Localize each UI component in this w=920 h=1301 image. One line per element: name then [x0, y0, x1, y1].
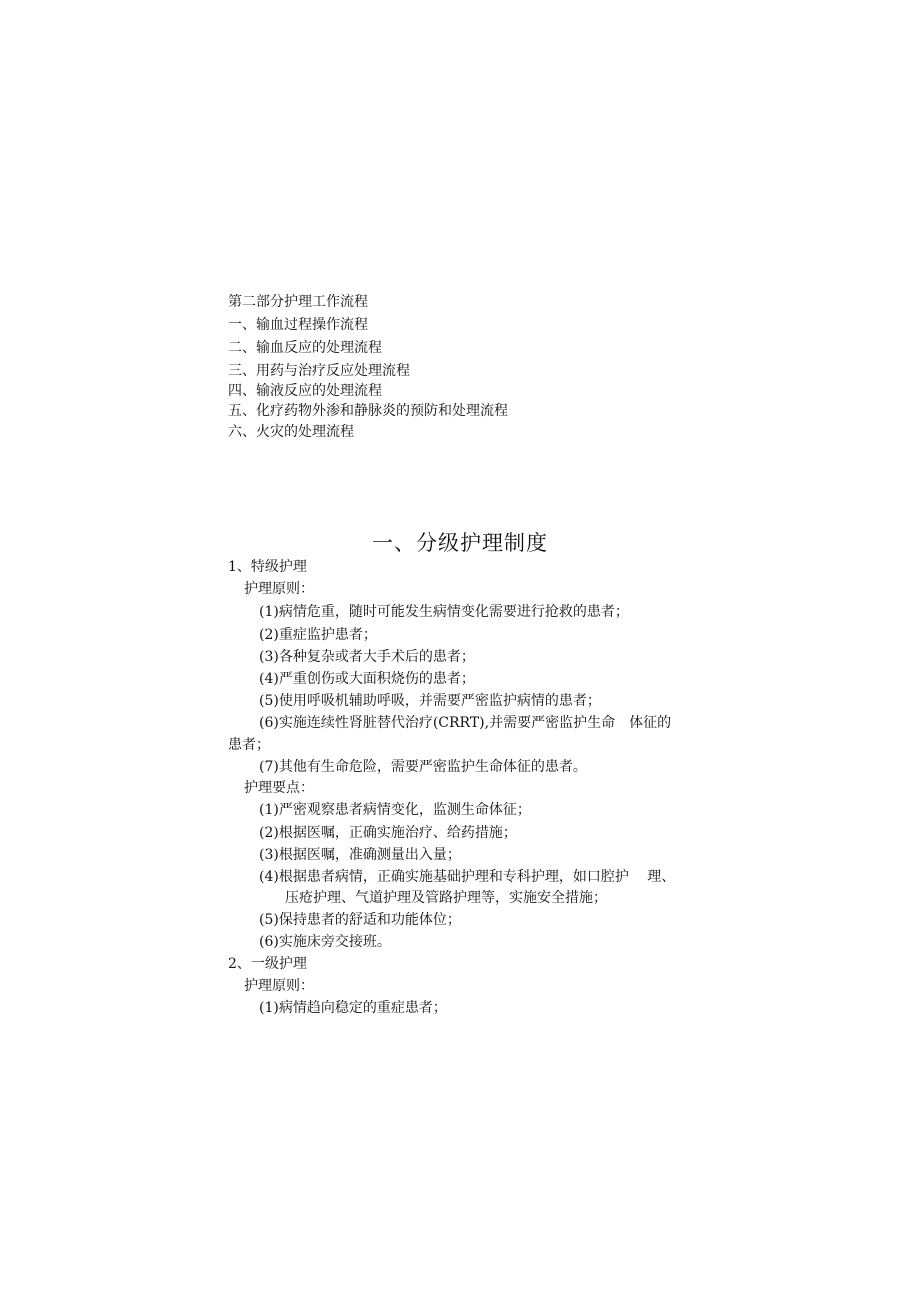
list-item: (1)病情危重，随时可能发生病情变化需要进行抢救的患者；: [259, 604, 629, 620]
toc-item: 一、输血过程操作流程: [228, 317, 368, 333]
list-item: (1)严密观察患者病情变化，监测生命体征；: [259, 802, 531, 818]
points-label: 护理要点：: [244, 780, 314, 796]
list-item: (4)根据患者病情，正确实施基础护理和专科护理，如口腔护 理、: [259, 869, 676, 885]
list-item-continuation: 压疮护理、气道护理及管路护理等，实施安全措施；: [285, 890, 607, 906]
list-item: (3)各种复杂或者大手术后的患者；: [259, 649, 475, 665]
toc-item: 五、化疗药物外渗和静脉炎的预防和处理流程: [228, 403, 508, 419]
toc-item: 四、输液反应的处理流程: [228, 383, 382, 399]
principles-label: 护理原则：: [244, 581, 314, 597]
list-item: (2)重症监护患者；: [259, 627, 377, 643]
list-item-continuation: 患者；: [228, 737, 270, 753]
list-item: (5)保持患者的舒适和功能体位；: [259, 912, 461, 928]
list-item: (7)其他有生命危险，需要严密监护生命体征的患者。: [259, 759, 587, 775]
list-item: (6)实施连续性肾脏替代治疗(CRRT),并需要严密监护生命 体征的: [259, 715, 672, 731]
list-item: (4)严重创伤或大面积烧伤的患者；: [259, 671, 475, 687]
toc-item: 三、用药与治疗反应处理流程: [228, 363, 410, 379]
document-title: 一、分级护理制度: [372, 531, 548, 555]
toc-item: 六、火灾的处理流程: [228, 424, 354, 440]
section-heading: 2、一级护理: [228, 956, 307, 972]
list-item: (3)根据医嘱，准确测量出入量；: [259, 847, 461, 863]
toc-heading: 第二部分护理工作流程: [228, 294, 368, 310]
toc-item: 二、输血反应的处理流程: [228, 340, 382, 356]
principles-label: 护理原则：: [244, 978, 314, 994]
list-item: (5)使用呼吸机辅助呼吸，并需要严密监护病情的患者；: [259, 693, 601, 709]
list-item: (6)实施床旁交接班。: [259, 934, 391, 950]
section-heading: 1、特级护理: [228, 559, 307, 575]
list-item: (1)病情趋向稳定的重症患者；: [259, 1000, 447, 1016]
list-item: (2)根据医嘱，正确实施治疗、给药措施；: [259, 825, 517, 841]
